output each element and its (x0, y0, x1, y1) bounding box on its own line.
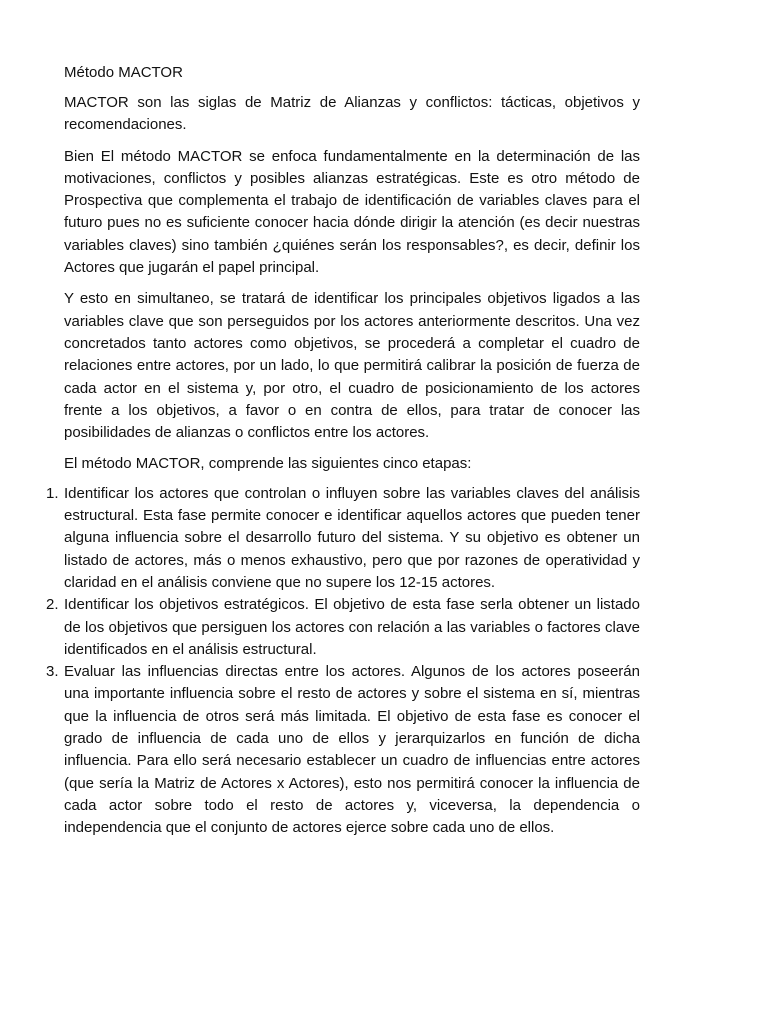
list-item (46, 594, 640, 661)
list-item (46, 483, 640, 594)
list-item-number: 1. (46, 484, 59, 502)
list-item (46, 661, 640, 839)
list-item-number: 3. (46, 663, 59, 681)
list-item-text: Identificar los objetivos estratégicos. El objetivo de esta fase serla obtener un listado de los objetivos que persiguen los actores con relación a las variables o factores clave identificados en el análisis estructural. (64, 596, 640, 658)
list-item-number: 2. (46, 596, 59, 614)
document-title: Método MACTOR (64, 64, 183, 81)
paragraph-objectives: Y esto en simultaneo, se tratará de identificar los principales objetivos ligados a las variables clave que son perseguidos por los actores anteriormente descritos. Una vez concretados tanto actores como objetivos, se procederá a completar el cuadro de relaciones entre actores, por un lado, lo que permitirá calibrar la posición de fuerza de cada actor en el sistema y, por otro, el cuadro de posicionamiento de los actores frente a los objetivos, a favor o en contra de ellos, para tratar de conocer las posibilidades de alianzas o conflictos entre los actores. (64, 290, 640, 442)
paragraph-focus: Bien El método MACTOR se enfoca fundamentalmente en la determinación de las motivaciones, conflictos y posibles alianzas estratégicas. Este es otro método de Prospectiva que complementa el trabajo de identificación de variables claves para el futuro pues no es suficiente conocer hacia dónde dirigir la atención (es decir nuestras variables claves) sino también ¿quiénes serán los responsables?, es decir, definir los Actores que jugarán el papel principal. (64, 147, 640, 277)
paragraph-stages-intro: El método MACTOR, comprende las siguientes cinco etapas: (64, 455, 472, 473)
list-item-text: Evaluar las influencias directas entre los actores. Algunos de los actores poseerán una importante influencia sobre el resto de actores y sobre el sistema en sí, mientras que la influencia de otros será más limitada. El objetivo de esta fase es conocer el grado de influencia de cada uno de ellos y jerarquizarlos en función de dicha influencia. Para ello será necesario establecer un cuadro de influencias entre actores (que sería la Matriz de Actores x Actores), esto nos permitirá conocer la influencia de cada actor sobre todo el resto de actores y, viceversa, la dependencia o independencia que el conjunto de actores ejerce sobre cada uno de ellos. (64, 663, 640, 837)
paragraph-definition: MACTOR son las siglas de Matriz de Alianzas y conflictos: tácticas, objetivos y recomendaciones. (64, 94, 640, 134)
list-item-text: Identificar los actores que controlan o influyen sobre las variables claves del análisis estructural. Esta fase permite conocer e identificar aquellos actores que pueden tener alguna influencia sobre el desarrollo futuro del sistema. Y su objetivo es obtener un listado de actores, más o menos exhaustivo, pero que por razones de operatividad y claridad en el análisis conviene que no supere los 12-15 actores. (64, 484, 640, 591)
stages-list (46, 483, 640, 840)
